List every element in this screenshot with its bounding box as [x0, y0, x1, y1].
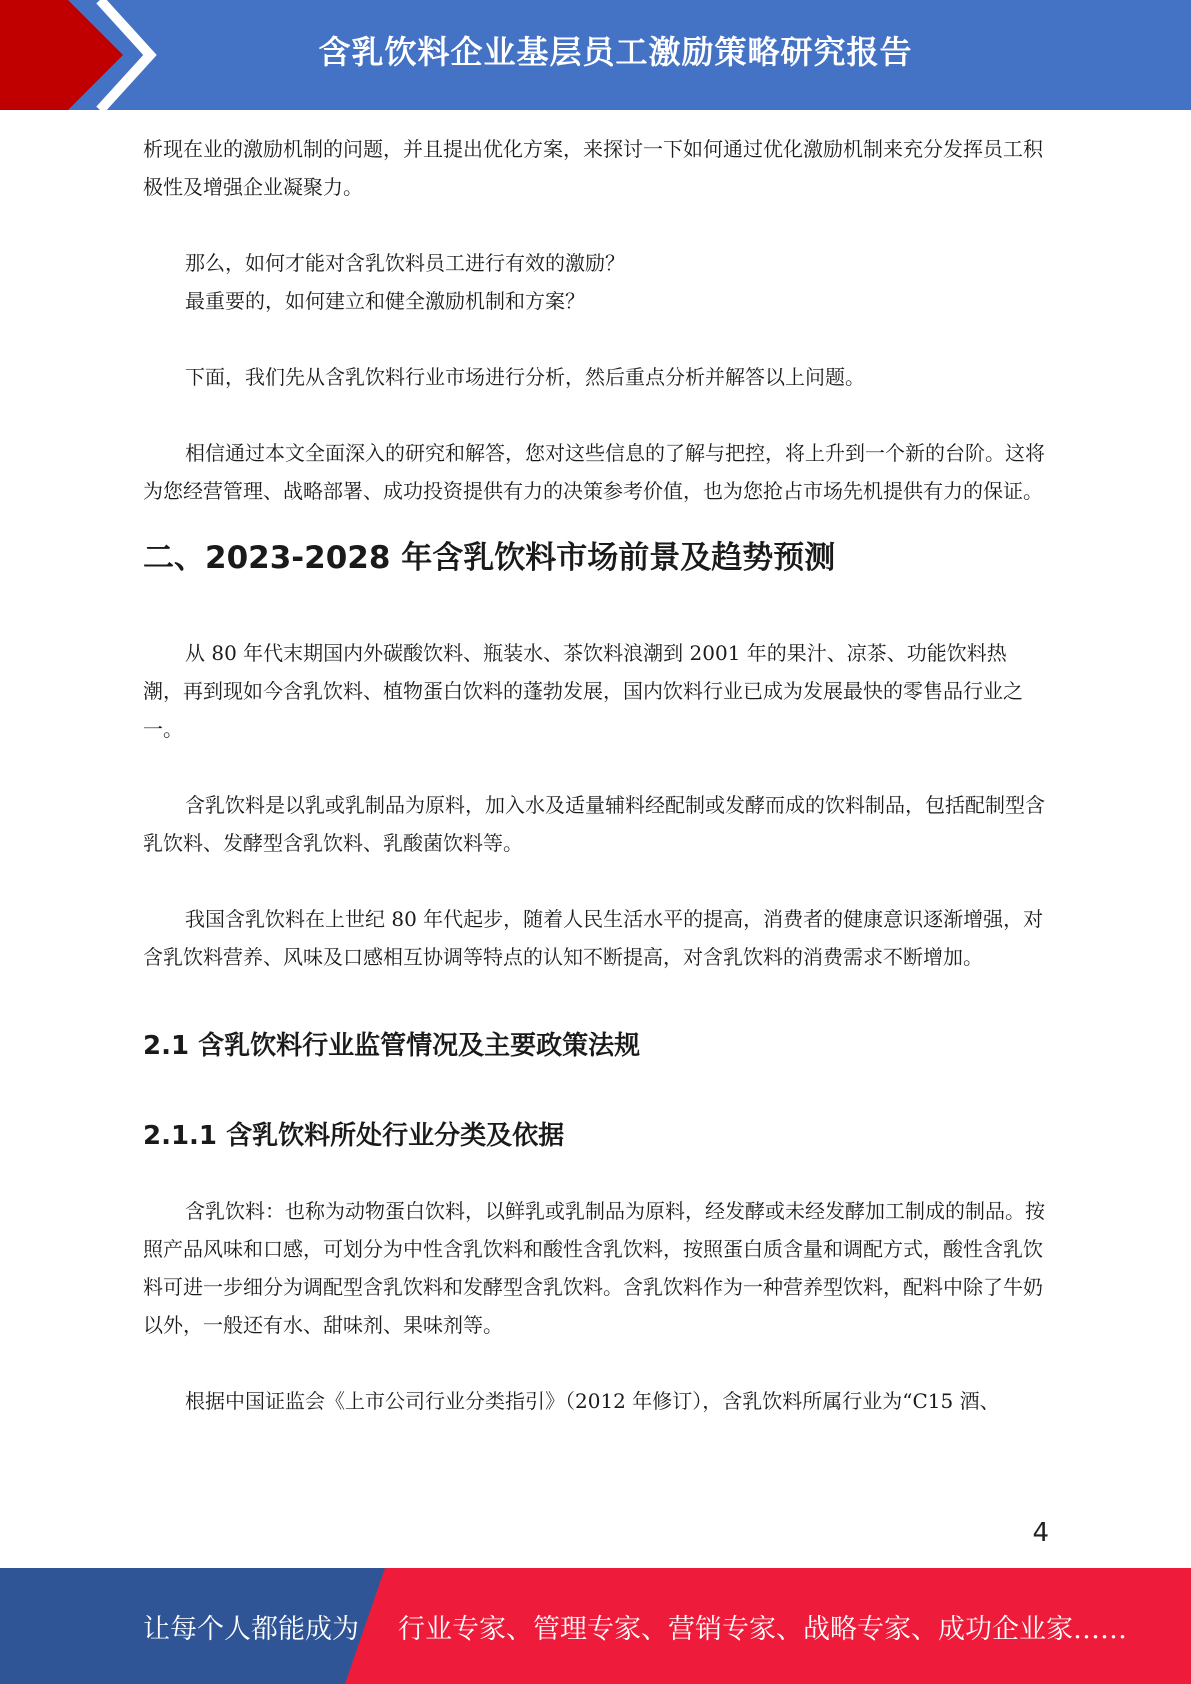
page-header — [0, 0, 1191, 110]
paragraph: 相信通过本文全面深入的研究和解答，您对这些信息的了解与把控，将上升到一个新的台阶。这将为您经营管理、战略部署、成功投资提供有力的决策参考价值，也为您抢占市场先机提供有力的保证。 — [143, 441, 1045, 503]
paragraph: 根据中国证监会《上市公司行业分类指引》（2012 年修订），含乳饮料所属行业为“C15 酒、 — [185, 1389, 1000, 1413]
paragraph: 含乳饮料是以乳或乳制品为原料，加入水及适量辅料经配制或发酵而成的饮料制品，包括配制型含乳饮料、发酵型含乳饮料、乳酸菌饮料等。 — [143, 793, 1045, 855]
subsection-heading: 2.1.1 含乳饮料所处行业分类及依据 — [143, 1121, 565, 1151]
document-title: 含乳饮料企业基层员工激励策略研究报告 — [318, 33, 913, 71]
section-heading: 二、2023-2028 年含乳饮料市场前景及趋势预测 — [143, 540, 836, 576]
footer-slogan-right: 行业专家、管理专家、营销专家、战略专家、成功企业家…… — [398, 1613, 1127, 1645]
footer-slogan-left: 让每个人都能成为 — [143, 1613, 359, 1645]
paragraph: 下面，我们先从含乳饮料行业市场进行分析，然后重点分析并解答以上问题。 — [185, 365, 865, 389]
paragraph: 析现在业的激励机制的问题，并且提出优化方案，来探讨一下如何通过优化激励机制来充分发挥员工积极性及增强企业凝聚力。 — [143, 137, 1043, 199]
subsection-heading: 2.1 含乳饮料行业监管情况及主要政策法规 — [143, 1031, 641, 1061]
paragraph: 最重要的，如何建立和健全激励机制和方案？ — [185, 289, 585, 313]
paragraph: 含乳饮料：也称为动物蛋白饮料，以鲜乳或乳制品为原料，经发酵或未经发酵加工制成的制品。按照产品风味和口感，可划分为中性含乳饮料和酸性含乳饮料，按照蛋白质含量和调配方式，酸性含乳饮料可进一步细分为调配型含乳饮料和发酵型含乳饮料。含乳饮料作为一种营养型饮料，配料中除了牛奶以外，一般还有水、甜味剂、果味剂等。 — [143, 1199, 1045, 1337]
document-body — [143, 130, 1046, 1420]
page-footer — [0, 1568, 1191, 1684]
paragraph: 我国含乳饮料在上世纪 80 年代起步，随着人民生活水平的提高，消费者的健康意识逐渐增强，对含乳饮料营养、风味及口感相互协调等特点的认知不断提高，对含乳饮料的消费需求不断增加。 — [143, 907, 1044, 969]
paragraph: 从 80 年代末期国内外碳酸饮料、瓶装水、茶饮料浪潮到 2001 年的果汁、凉茶、功能饮料热潮，再到现如今含乳饮料、植物蛋白饮料的蓬勃发展，国内饮料行业已成为发展最快的零售品行业之一。 — [143, 641, 1023, 741]
page-number: 4 — [1032, 1518, 1049, 1548]
paragraph: 那么，如何才能对含乳饮料员工进行有效的激励？ — [185, 251, 625, 275]
